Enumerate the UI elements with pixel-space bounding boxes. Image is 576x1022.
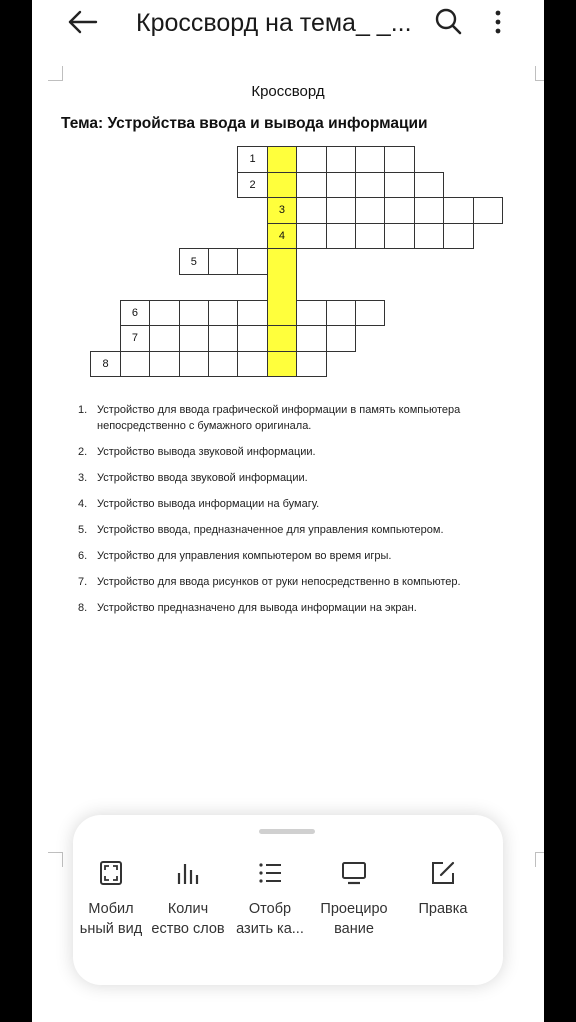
clue-item xyxy=(78,402,538,434)
clue-text: Устройство для ввода графической информации в память компьютера непосредственно с бумажного оригинала. xyxy=(97,404,461,432)
crossword-cell xyxy=(208,300,238,327)
clue-item xyxy=(78,574,538,590)
crossword-cell xyxy=(296,300,326,327)
crossword-cell xyxy=(326,325,356,352)
crossword-cell xyxy=(355,197,385,224)
document-title: Кроссворд на тема_ _... xyxy=(136,9,412,37)
crossword-number-cell-8: 8 xyxy=(90,351,120,378)
crossword-cell xyxy=(296,172,326,199)
outline-list-icon xyxy=(256,859,284,887)
projection-label: Проециро вание xyxy=(320,901,388,937)
crossword-cell xyxy=(414,223,444,250)
crossword-cell xyxy=(296,146,326,173)
crossword-cell xyxy=(384,172,414,199)
crossword-cell xyxy=(326,172,356,199)
crossword-cell xyxy=(326,223,356,250)
clue-item xyxy=(78,496,538,512)
bottom-tool-panel xyxy=(73,815,503,985)
crossword-cell xyxy=(443,223,473,250)
clue-number: 1. xyxy=(78,404,88,416)
crossword-cell xyxy=(149,325,179,352)
crossword-cell xyxy=(355,300,385,327)
crossword-cell xyxy=(208,248,238,275)
crossword-key-cell xyxy=(267,146,297,173)
crossword-cell xyxy=(237,351,267,378)
clue-list xyxy=(78,402,538,626)
document-viewer xyxy=(32,0,544,1022)
clue-text: Устройство ввода, предназначенное для управления компьютером. xyxy=(97,524,444,536)
crossword-cell xyxy=(443,197,473,224)
crossword-cell xyxy=(384,223,414,250)
crossword-cell xyxy=(237,325,267,352)
clue-number: 4. xyxy=(78,498,88,510)
crossword-number-cell-5: 5 xyxy=(179,248,209,275)
document-heading: Кроссворд xyxy=(251,83,325,100)
crossword-cell xyxy=(296,197,326,224)
clue-number: 7. xyxy=(78,576,88,588)
crossword-number-cell-6: 6 xyxy=(120,300,150,327)
crossword-cell xyxy=(120,351,150,378)
clue-number: 6. xyxy=(78,550,88,562)
crossword-cell xyxy=(355,146,385,173)
clue-number: 5. xyxy=(78,524,88,536)
crossword-cell xyxy=(179,300,209,327)
mobile-view-label: Мобил ьный вид xyxy=(79,901,143,937)
crossword-cell xyxy=(179,325,209,352)
clue-text: Устройство для ввода рисунков от руки непосредственно в компьютер. xyxy=(97,576,461,588)
crossword-cell xyxy=(414,172,444,199)
crossword-cell xyxy=(414,197,444,224)
mobile-view-button[interactable] xyxy=(71,859,151,939)
clue-number: 2. xyxy=(78,446,88,458)
clue-text: Устройство вывода информации на бумагу. xyxy=(97,498,320,510)
projection-icon xyxy=(340,859,368,887)
crossword-cell xyxy=(326,197,356,224)
clue-number: 3. xyxy=(78,472,88,484)
page-corner-mark xyxy=(48,852,63,867)
crossword-number-cell-3: 3 xyxy=(267,197,297,224)
crossword-number-cell-2: 2 xyxy=(237,172,267,199)
clue-item xyxy=(78,444,538,460)
clue-item xyxy=(78,522,538,538)
mobile-view-icon xyxy=(97,859,125,887)
crossword-cell xyxy=(237,300,267,327)
crossword-cell xyxy=(384,146,414,173)
word-count-label: Колич ество слов xyxy=(151,901,225,937)
projection-button[interactable] xyxy=(310,859,398,939)
clue-text: Устройство предназначено для вывода информации на экран. xyxy=(97,602,417,614)
page-corner-mark xyxy=(535,852,544,867)
clue-item xyxy=(78,600,538,616)
crossword-cell xyxy=(384,197,414,224)
crossword-cell xyxy=(355,223,385,250)
show-outline-button[interactable] xyxy=(230,859,310,939)
crossword-cell xyxy=(208,351,238,378)
crossword-cell xyxy=(179,351,209,378)
crossword-cell xyxy=(149,300,179,327)
crossword-cell xyxy=(326,146,356,173)
crossword-cell xyxy=(149,351,179,378)
word-count-button[interactable] xyxy=(148,859,228,939)
clue-number: 8. xyxy=(78,602,88,614)
crossword-cell xyxy=(296,223,326,250)
crossword-cell xyxy=(355,172,385,199)
clue-text: Устройство вывода звуковой информации. xyxy=(97,446,316,458)
crossword-key-cell xyxy=(267,300,297,327)
crossword-cell xyxy=(296,325,326,352)
panel-drag-handle[interactable] xyxy=(259,829,315,834)
crossword-cell xyxy=(326,300,356,327)
clue-text: Устройство для управления компьютером во время игры. xyxy=(97,550,392,562)
edit-button[interactable] xyxy=(403,859,483,919)
crossword-number-cell-1: 1 xyxy=(237,146,267,173)
clue-text: Устройство ввода звуковой информации. xyxy=(97,472,308,484)
word-count-icon xyxy=(174,859,202,887)
crossword-cell xyxy=(473,197,503,224)
clue-item xyxy=(78,470,538,486)
crossword-key-cell xyxy=(267,325,297,352)
crossword-topic: Тема: Устройства ввода и вывода информации xyxy=(61,115,428,132)
crossword-grid xyxy=(32,0,544,400)
edit-label: Правка xyxy=(418,901,468,917)
show-outline-label: Отобр азить ка... xyxy=(236,901,304,937)
crossword-key-cell xyxy=(267,248,297,275)
crossword-cell xyxy=(208,325,238,352)
clue-item xyxy=(78,548,538,564)
crossword-cell xyxy=(296,351,326,378)
crossword-key-cell xyxy=(267,351,297,378)
crossword-number-cell-4: 4 xyxy=(267,223,297,250)
crossword-cell xyxy=(237,248,267,275)
crossword-number-cell-7: 7 xyxy=(120,325,150,352)
edit-icon xyxy=(429,859,457,887)
crossword-key-cell xyxy=(267,274,297,301)
crossword-key-cell xyxy=(267,172,297,199)
